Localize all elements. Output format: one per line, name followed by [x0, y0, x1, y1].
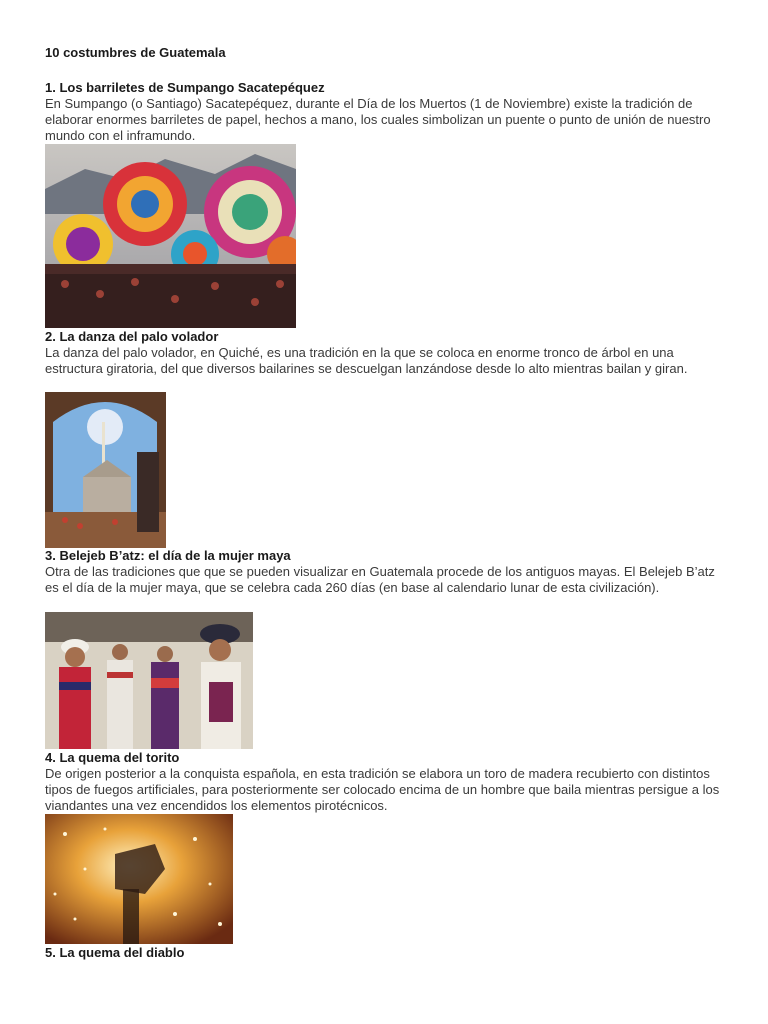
section-3-heading: 3. Belejeb B’atz: el día de la mujer maya	[45, 548, 291, 563]
section-5-heading: 5. La quema del diablo	[45, 945, 185, 960]
section-4-body: De origen posterior a la conquista española, en esta tradición se elabora un toro de madera recubierto con distintos tipos de fuegos artificiales, para posteriormente ser colocado encima de un hombre que baila mientras persigue a los viandantes una vez encendidos los elementos pirotécnicos.	[45, 766, 720, 813]
section-1-body: En Sumpango (o Santiago) Sacatepéquez, durante el Día de los Muertos (1 de Noviembre) existe la tradición de elaborar enormes barriletes de papel, hechos a mano, los cuales simbolizan un puente o punto de unión de nuestro mundo con el inframundo.	[45, 96, 711, 143]
mayan-women-image	[45, 612, 253, 749]
kites-festival-image	[45, 144, 296, 328]
section-4-heading: 4. La quema del torito	[45, 750, 180, 765]
document-title: 10 costumbres de Guatemala	[45, 45, 226, 60]
section-2-heading: 2. La danza del palo volador	[45, 329, 219, 344]
section-2-body: La danza del palo volador, en Quiché, es una tradición en la que se coloca en enorme tronco de árbol en una estructura giratoria, del que diversos bailarines se descuelgan lanzándose desde lo alto mientras bailan y giran.	[45, 345, 688, 376]
palo-volador-image	[45, 392, 166, 548]
section-3-body: Otra de las tradiciones que que se pueden visualizar en Guatemala procede de los antiguos mayas. El Belejeb B’atz es el día de la mujer maya, que se celebra cada 260 días (en base al calendario lunar de esta civilización).	[45, 564, 715, 595]
torito-fireworks-image	[45, 814, 233, 944]
section-1-heading: 1. Los barriletes de Sumpango Sacatepéquez	[45, 80, 325, 95]
